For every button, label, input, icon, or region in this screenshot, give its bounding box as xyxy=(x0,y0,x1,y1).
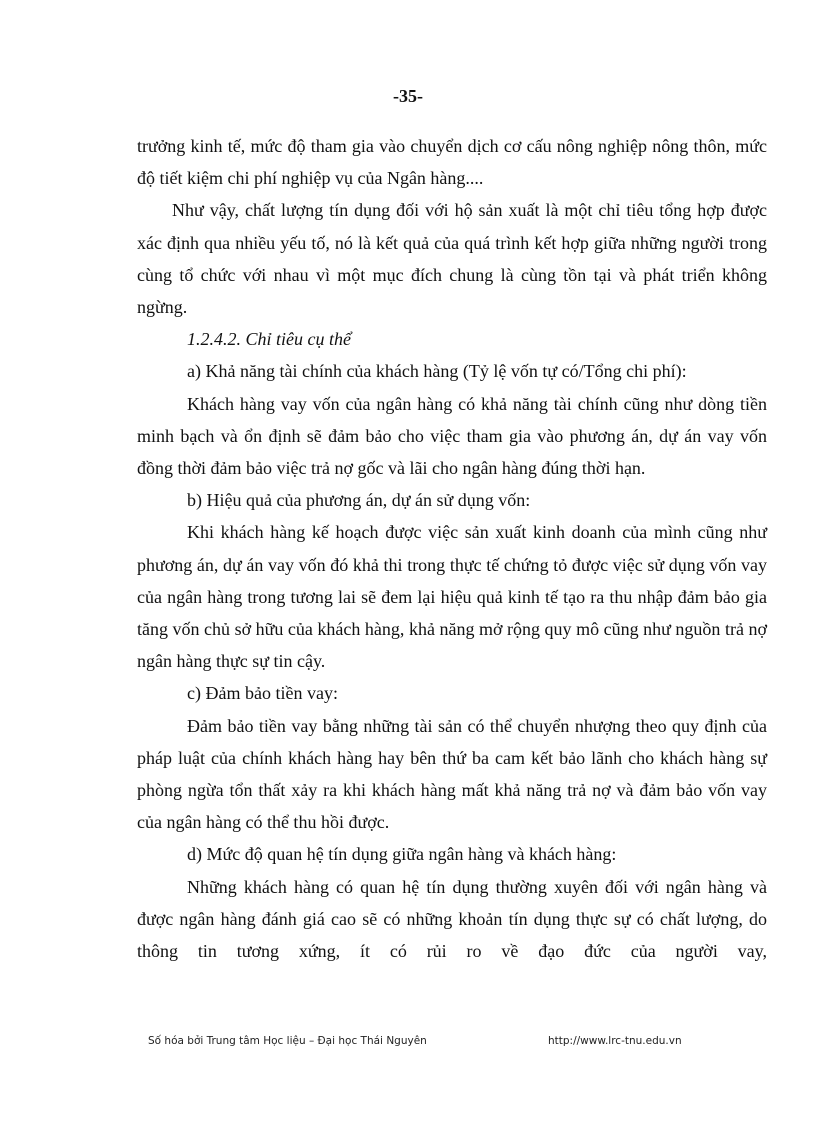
paragraph-summary: Như vậy, chất lượng tín dụng đối với hộ sản xuất là một chỉ tiêu tổng hợp được xác định qua nhiều yếu tố, nó là kết quả của quá trình kết hợp giữa những người trong cùng tổ chức với nhau vì một mục đích chung là cùng tồn tại và phát triển không ngừng. xyxy=(137,200,767,318)
paragraph-a: Khách hàng vay vốn của ngân hàng có khả năng tài chính cũng như dòng tiền minh bạch và ổn định sẽ đảm bảo cho việc tham gia vào phương án, dự án vay vốn đồng thời đảm bảo việc trả nợ gốc và lãi cho ngân hàng đúng thời hạn. xyxy=(137,393,767,479)
criterion-heading-d: d) Mức độ quan hệ tín dụng giữa ngân hàng và khách hàng: xyxy=(187,844,617,865)
page-number: -35- xyxy=(393,86,423,106)
paragraph-c: Đảm bảo tiền vay bằng những tài sản có thể chuyển nhượng theo quy định của pháp luật của chính khách hàng hay bên thứ ba cam kết bảo lãnh cho khách hàng sự phòng ngừa tổn thất xảy ra khi khách hàng mất khả năng trả nợ và đảm bảo vốn vay của ngân hàng có thể thu hồi được. xyxy=(137,715,767,833)
footer-source: Số hóa bởi Trung tâm Học liệu – Đại học Thái Nguyên xyxy=(148,1035,427,1047)
criterion-heading-a: a) Khả năng tài chính của khách hàng (Tỷ lệ vốn tự có/Tổng chi phí): xyxy=(187,361,687,382)
footer-url: http://www.lrc-tnu.edu.vn xyxy=(548,1035,682,1047)
paragraph-d: Những khách hàng có quan hệ tín dụng thường xuyên đối với ngân hàng và được ngân hàng đánh giá cao sẽ có những khoản tín dụng thực sự có chất lượng, do thông tin tương xứng, ít có rủi ro về đạo đức của người vay, xyxy=(137,876,767,962)
body-text xyxy=(137,130,767,967)
section-heading: 1.2.4.2. Chỉ tiêu cụ thể xyxy=(187,329,351,350)
paragraph-b: Khi khách hàng kế hoạch được việc sản xuất kinh doanh của mình cũng như phương án, dự án vay vốn đó khả thi trong thực tế chứng tỏ được việc sử dụng vốn vay của ngân hàng trong tương lai sẽ đem lại hiệu quả kinh tế tạo ra thu nhập đảm bảo gia tăng vốn chủ sở hữu của khách hàng, khả năng mở rộng quy mô cũng như nguồn trả nợ ngân hàng thực sự tin cậy. xyxy=(137,522,767,672)
paragraph-continuation: trưởng kinh tế, mức độ tham gia vào chuyển dịch cơ cấu nông nghiệp nông thôn, mức độ tiết kiệm chi phí nghiệp vụ của Ngân hàng.... xyxy=(137,136,767,189)
criterion-heading-c: c) Đảm bảo tiền vay: xyxy=(187,683,338,704)
criterion-heading-b: b) Hiệu quả của phương án, dự án sử dụng vốn: xyxy=(187,490,531,511)
